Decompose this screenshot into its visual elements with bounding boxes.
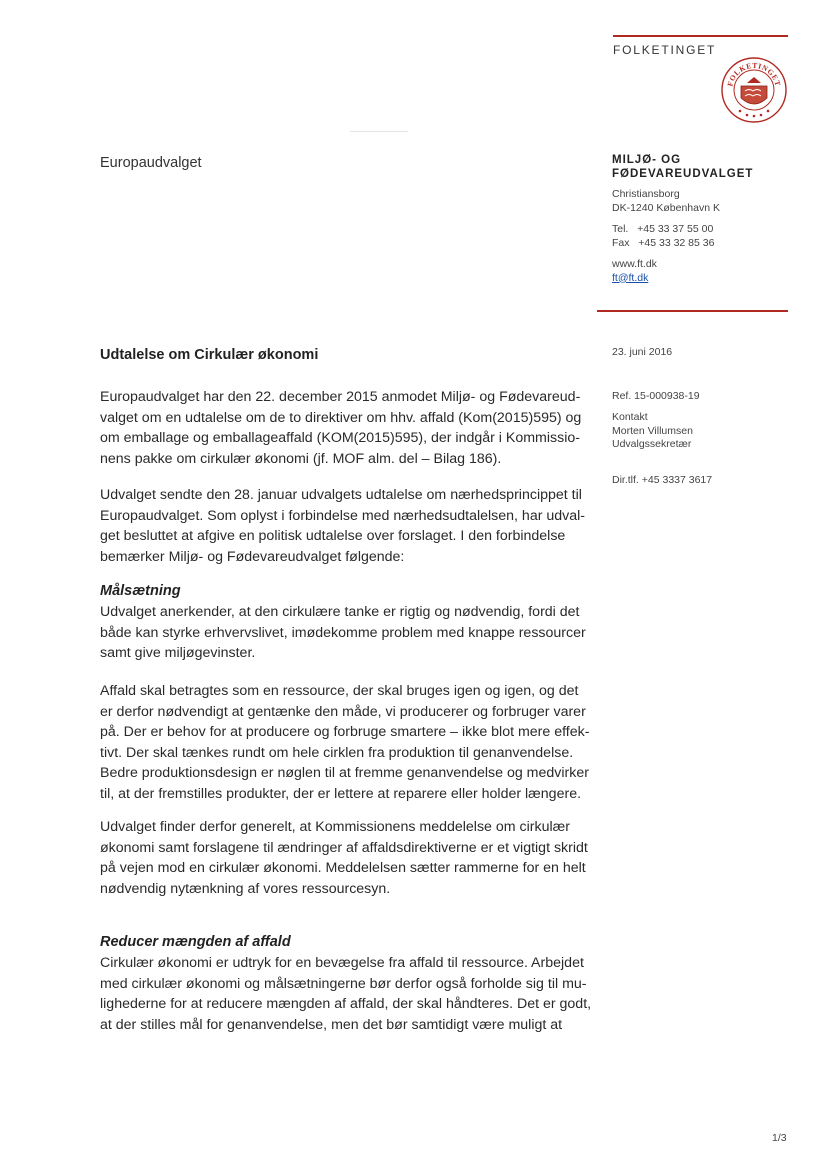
direct-phone: Dir.tlf. +45 3337 3617 xyxy=(612,474,713,486)
recipient: Europaudvalget xyxy=(100,155,202,171)
text-line: bemærker Miljø- og Fødevareudvalget følgende: xyxy=(100,548,405,565)
text-line: at der stilles mål for genanvendelse, men det bør samtidigt være muligt at xyxy=(100,1016,563,1033)
text-line: på vejen mod en cirkulær økonomi. Meddelelsen sætter rammerne for en helt xyxy=(100,860,586,877)
text-line: get besluttet at afgive en politisk udtalelse over forslaget. I den forbindelse xyxy=(100,528,566,545)
contact-label: Kontakt xyxy=(612,411,648,423)
contact-name: Morten Villumsen xyxy=(612,424,693,437)
text-line: Udvalget sendte den 28. januar udvalgets udtalelse om nærhedsprincippet til xyxy=(100,487,582,503)
section-rule xyxy=(597,310,788,312)
website-link[interactable]: www.ft.dk xyxy=(612,258,657,270)
paragraph-6 xyxy=(100,953,592,1035)
text-line: valget om en udtalelse om de to direktiver om hhv. affald (Kom(2015)595) og xyxy=(100,409,582,426)
text-line: på. Der er behov for at producere og forbruge smartere – ikke blot mere effek- xyxy=(100,724,590,741)
text-line: om emballage og emballageaffald (KOM(2015)595), der indgår i Kommissio- xyxy=(100,430,580,447)
text-line: tivt. Der skal tænkes rundt om hele cirklen fra produktion til genanvendelse. xyxy=(100,744,574,761)
email-link[interactable]: ft@ft.dk xyxy=(612,271,649,284)
seal-text: FOLKETINGET xyxy=(725,60,783,88)
committee-name xyxy=(612,153,753,181)
text-line: Udvalget anerkender, at den cirkulære tanke er rigtig og nødvendig, fordi det xyxy=(100,604,580,620)
text-line: til, at der fremstilles produkter, der er lettere at reparere eller holder længere. xyxy=(100,785,582,802)
phone-number: Tel. +45 33 37 55 00 xyxy=(612,223,714,235)
text-line: Udvalget finder derfor generelt, at Kommissionens meddelelse om cirkulær xyxy=(100,819,570,835)
phone-block xyxy=(612,223,714,250)
text-line: Europaudvalget. Som oplyst i forbindelse med nærhedsudtalelsen, har udval- xyxy=(100,507,586,524)
paragraph-3 xyxy=(100,602,586,664)
text-line: Bedre produktionsdesign er nøglen til at fremme genanvendelse og medvirker xyxy=(100,765,589,782)
page-number: 1/3 xyxy=(772,1132,787,1144)
parliament-seal-icon xyxy=(720,56,788,124)
text-line: lighederne for at reducere mængden af affald, der skal håndteres. Det er godt, xyxy=(100,996,592,1013)
reference-number: Ref. 15-000938-19 xyxy=(612,390,700,402)
text-line: Cirkulær økonomi er udtryk for en bevægelse fra affald til ressource. Arbejdet xyxy=(100,955,584,971)
address xyxy=(612,188,720,215)
text-line: Affald skal betragtes som en ressource, der skal bruges igen og igen, og det xyxy=(100,683,579,699)
paragraph-2 xyxy=(100,485,586,567)
section-heading-reducer: Reducer mængden af affald xyxy=(100,934,291,950)
text-line: nens pakke om cirkulær økonomi (jf. MOF alm. del – Bilag 186). xyxy=(100,450,502,467)
paragraph-5 xyxy=(100,817,588,899)
letter-subject: Udtalelse om Cirkulær økonomi xyxy=(100,347,319,363)
paragraph-4 xyxy=(100,681,590,805)
committee-line-2: FØDEVAREUDVALGET xyxy=(612,168,754,180)
text-line: er derfor nødvendigt at gentænke den måde, vi producerer og forbruger varer xyxy=(100,703,586,720)
address-line-2: DK-1240 København K xyxy=(612,201,720,214)
letter-date: 23. juni 2016 xyxy=(612,346,673,358)
fax-number: Fax +45 33 32 85 36 xyxy=(612,236,715,249)
contact-block xyxy=(612,411,693,452)
text-line: nødvendig nytænkning af vores ressourcesyn. xyxy=(100,880,391,897)
section-heading-malsaetning: Målsætning xyxy=(100,583,181,599)
paragraph-1 xyxy=(100,387,580,469)
text-line: økonomi samt forslagene til ændringer af affaldsdirektiverne er et vigtigt skridt xyxy=(100,839,588,856)
text-line: Europaudvalget har den 22. december 2015 anmodet Miljø- og Fødevareud- xyxy=(100,389,581,405)
fold-mark xyxy=(350,131,408,132)
text-line: med cirkulær økonomi og målsætningerne bør derfor også forholde sig til mu- xyxy=(100,975,587,992)
web-block xyxy=(612,258,657,285)
text-line: både kan styrke erhvervslivet, imødekomme problem med knappe ressourcer xyxy=(100,624,586,641)
address-line-1: Christiansborg xyxy=(612,188,680,200)
text-line: samt give miljøgevinster. xyxy=(100,645,256,662)
contact-title: Udvalgssekretær xyxy=(612,438,692,450)
committee-line-1: MILJØ- OG xyxy=(612,154,682,166)
org-name: FOLKETINGET xyxy=(613,43,717,57)
header-rule xyxy=(613,35,788,37)
